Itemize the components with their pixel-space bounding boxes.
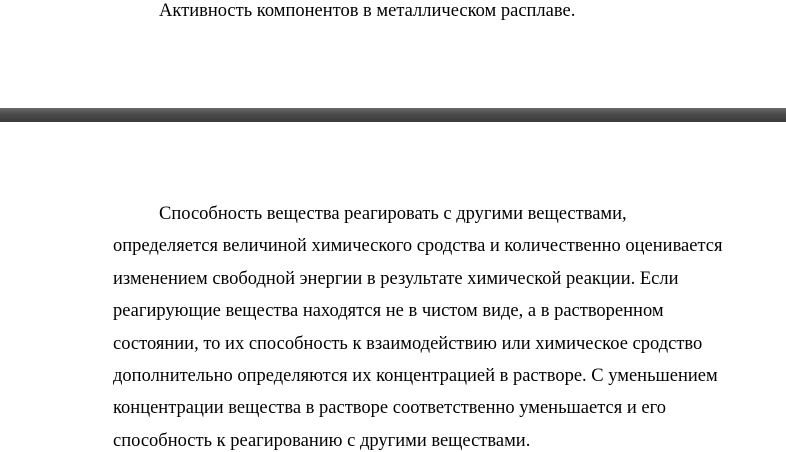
document-page-top: [0, 0, 786, 108]
paragraph-line: способность к реагированию с другими веществами.: [113, 430, 531, 451]
page-separator: [0, 108, 786, 122]
document-page-bottom: [0, 122, 786, 452]
paragraph-line: изменением свободной энергии в результате химической реакции. Если: [113, 268, 679, 289]
paragraph-line: дополнительно определяются их концентрацией в растворе. С уменьшением: [113, 366, 718, 387]
paragraph-line: реагирующие вещества находятся не в чистом виде, а в растворенном: [113, 301, 664, 322]
paragraph-line: Способность вещества реагировать с другими веществами,: [159, 204, 627, 224]
paragraph-line: состоянии, то их способность к взаимодействию или химическое сродство: [113, 333, 703, 354]
section-heading: Активность компонентов в металлическом расплаве.: [159, 1, 576, 21]
paragraph-line: концентрации вещества в растворе соответственно уменьшается и его: [113, 398, 666, 419]
paragraph-line: определяется величиной химического сродства и количественно оценивается: [113, 236, 723, 257]
body-paragraph: [113, 198, 753, 452]
